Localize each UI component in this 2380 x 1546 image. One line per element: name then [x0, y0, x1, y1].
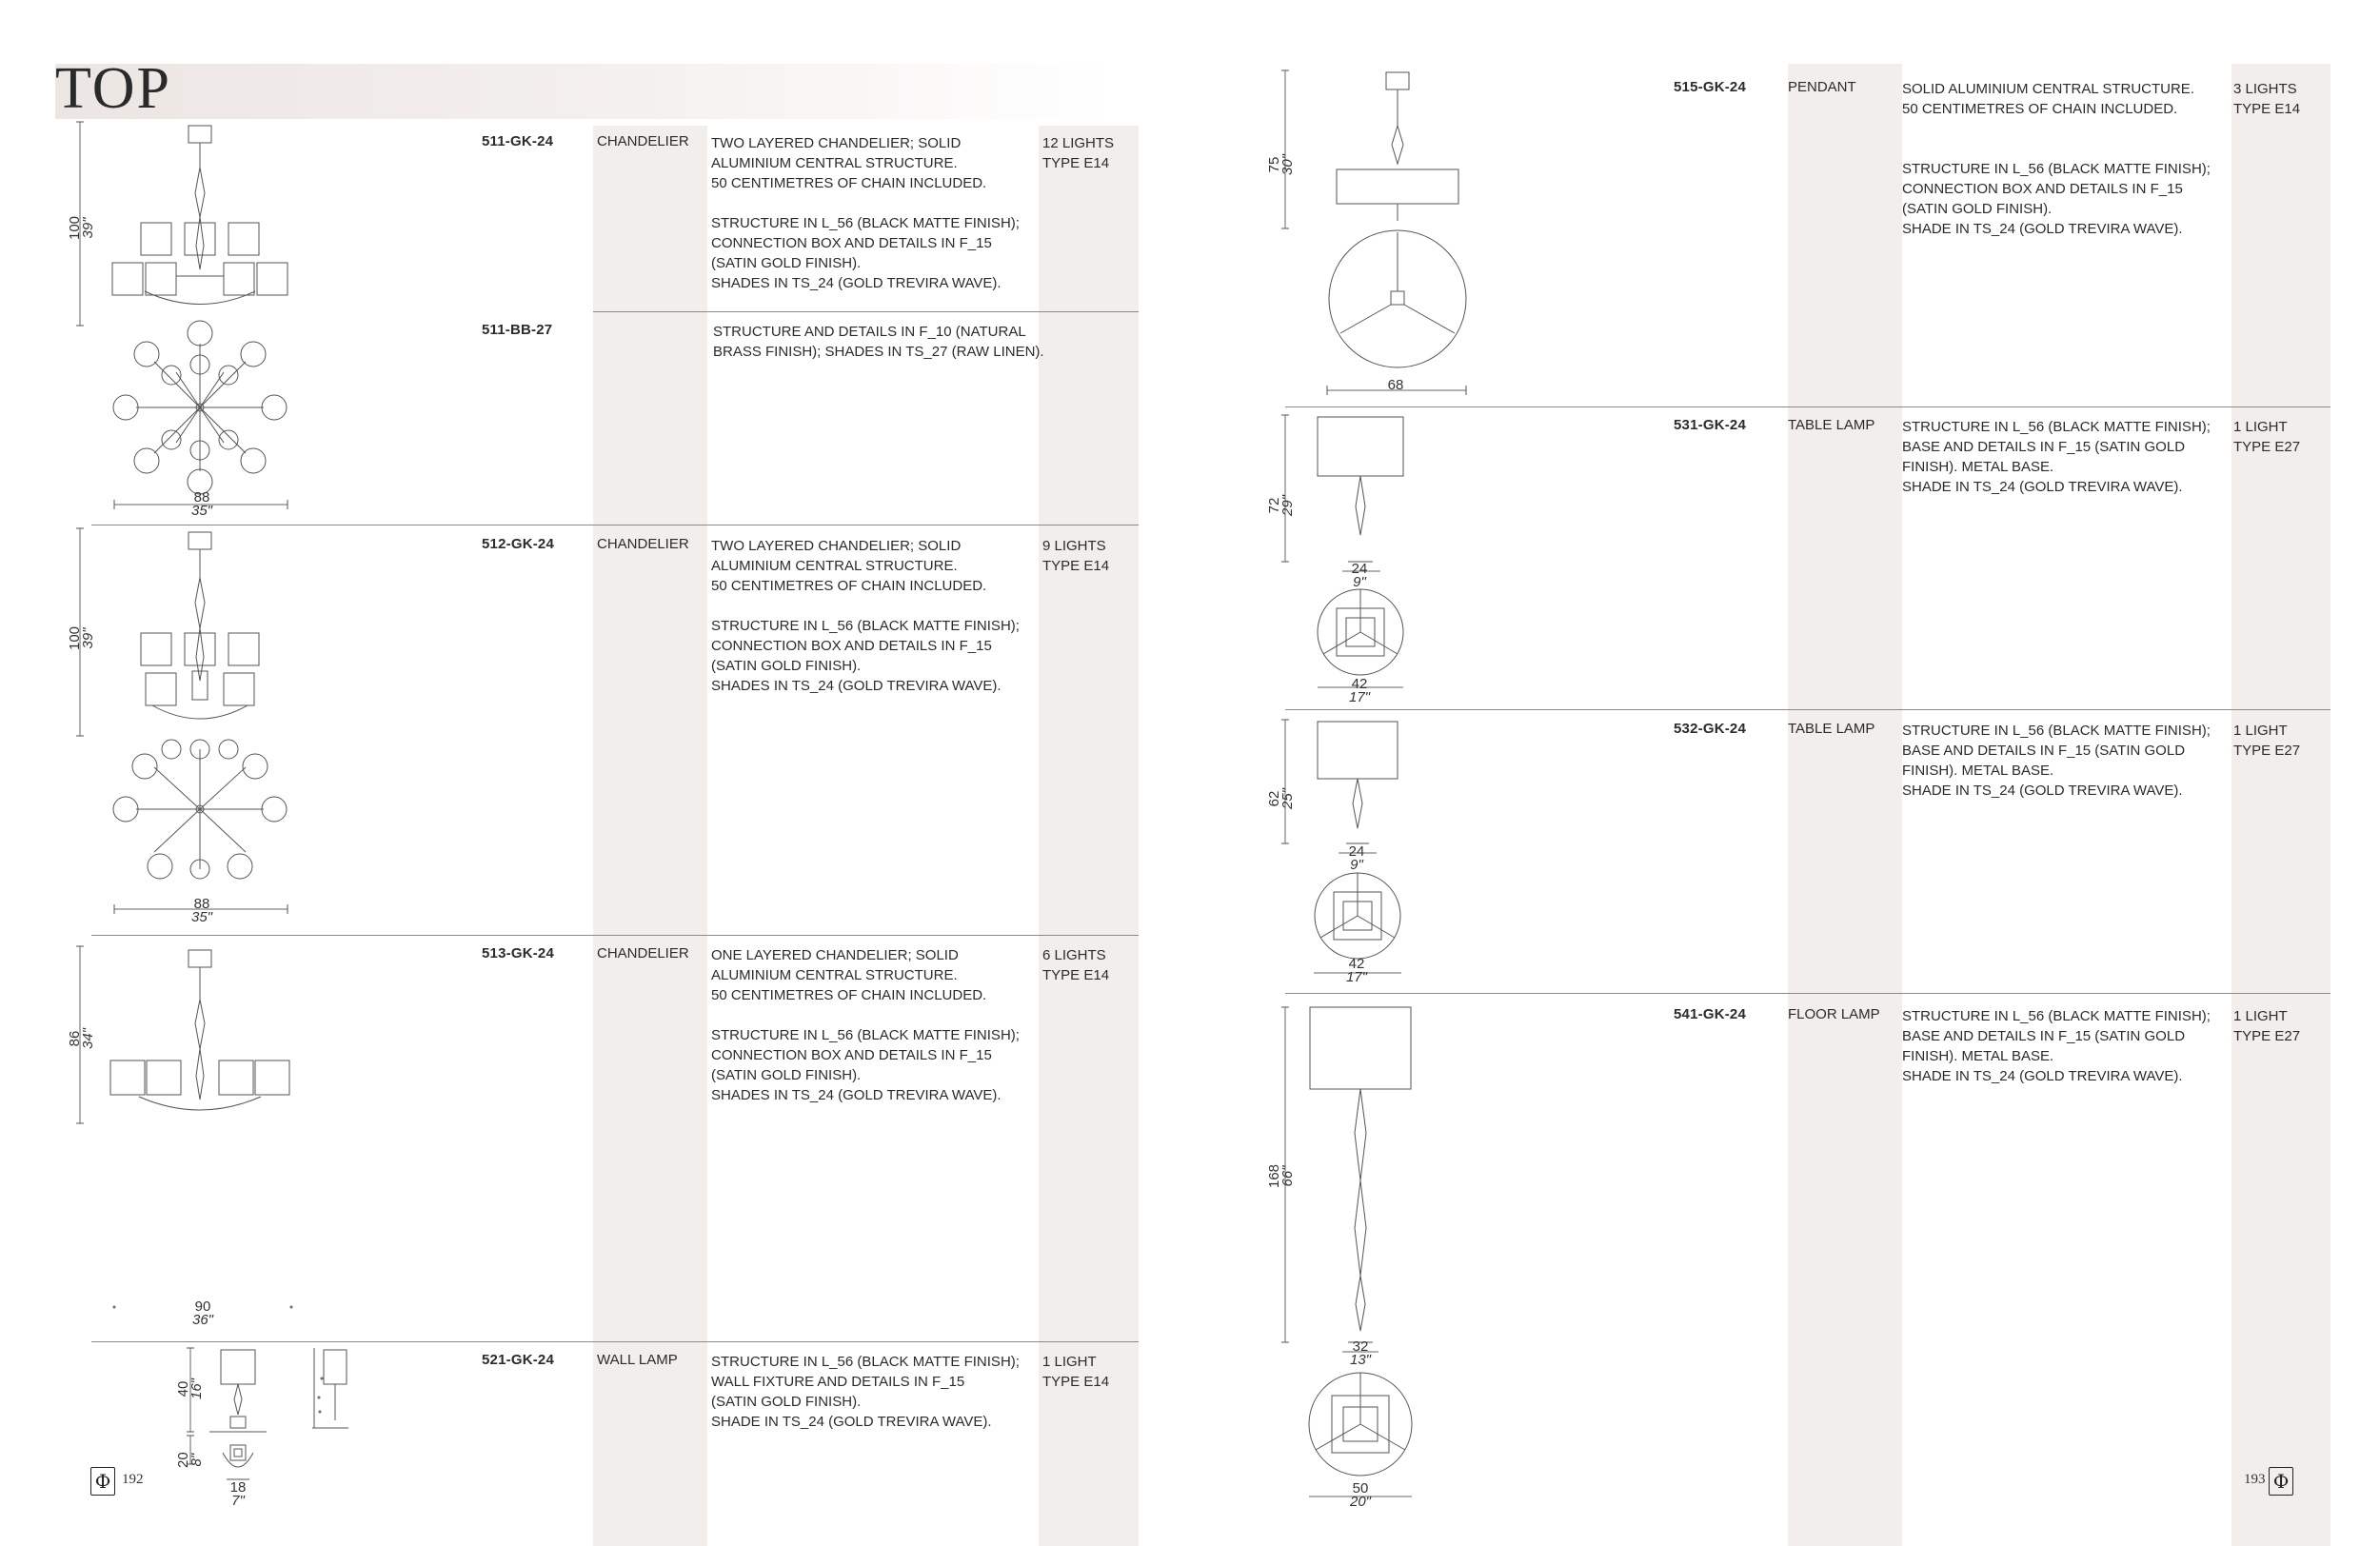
wall-lamp-521-drawing	[181, 1340, 371, 1512]
dimension-cm: 88	[193, 489, 210, 505]
dimension-height	[69, 216, 95, 240]
dimension-cm: 68	[1387, 377, 1404, 393]
page-number: 192	[122, 1472, 144, 1487]
title-band	[55, 64, 1112, 119]
product-lights: 3 LIGHTS TYPE E14	[2233, 81, 2301, 117]
product-description: STRUCTURE IN L_56 (BLACK MATTE FINISH); BASE AND DETAILS IN F_15 (SATIN GOLD FINISH). METAL BASE. SHADE IN TS_24 (GOLD TREVIRA WAVE).	[1902, 723, 2211, 799]
dimension-depth	[177, 1452, 204, 1468]
dimension-cm: 72	[1266, 497, 1282, 514]
table-lamp-531-drawing	[1276, 411, 1447, 697]
product-description: SOLID ALUMINIUM CENTRAL STRUCTURE. 50 CENTIMETRES OF CHAIN INCLUDED. STRUCTURE IN L_56 (BLACK MATTE FINISH); CONNECTION BOX AND DETAILS IN F_15 (SATIN GOLD FINISH). SHADE IN TS_24 (GOLD TREVIRA WAVE).	[1902, 81, 2211, 237]
dimension-width	[185, 491, 219, 518]
dimension-height	[1268, 788, 1295, 809]
page-number: 193	[2244, 1472, 2266, 1487]
dimension-inches: 9"	[1350, 857, 1363, 873]
dimension-height	[69, 626, 95, 650]
product-lights: 6 LIGHTS TYPE E14	[1042, 947, 1110, 983]
page-title: TOP	[55, 56, 172, 121]
dimension-inches: 17"	[1348, 689, 1370, 705]
dimension-cm: 168	[1266, 1163, 1282, 1188]
lights-column-shade	[2231, 64, 2330, 1546]
product-code: 512-GK-24	[482, 536, 555, 552]
dimension-inches: 39"	[80, 627, 96, 649]
dimension-inches: 25"	[1279, 787, 1296, 809]
dimension-cm: 62	[1266, 790, 1282, 807]
product-lights: 1 LIGHT TYPE E27	[2233, 723, 2301, 759]
chandelier-513-drawing	[76, 942, 305, 1323]
product-type: CHANDELIER	[597, 133, 689, 149]
row-divider	[1285, 993, 2330, 994]
dimension-inches: 13"	[1349, 1352, 1371, 1368]
product-type: FLOOR LAMP	[1788, 1006, 1880, 1022]
dimension-cm: 100	[67, 625, 83, 650]
dimension-base	[1344, 1340, 1377, 1367]
floor-lamp-541-drawing	[1276, 1000, 1466, 1514]
product-code: 531-GK-24	[1674, 417, 1747, 433]
product-description: STRUCTURE IN L_56 (BLACK MATTE FINISH); BASE AND DETAILS IN F_15 (SATIN GOLD FINISH). METAL BASE. SHADE IN TS_24 (GOLD TREVIRA WAVE).	[1902, 419, 2211, 495]
dimension-inches: 39"	[80, 217, 96, 239]
dimension-cm: 50	[1352, 1480, 1369, 1496]
dimension-inches: 35"	[190, 909, 212, 925]
dimension-height	[1268, 495, 1295, 516]
product-lights: 9 LIGHTS TYPE E14	[1042, 538, 1110, 574]
row-divider	[91, 935, 1139, 936]
brand-logo	[90, 1467, 115, 1496]
dimension-inches: 8"	[188, 1453, 205, 1467]
dimension-width	[1340, 958, 1373, 984]
dimension-width	[1343, 678, 1376, 704]
product-code: 532-GK-24	[1674, 721, 1747, 737]
product-lights: 12 LIGHTS TYPE E14	[1042, 135, 1115, 171]
dimension-cm: 75	[1266, 156, 1282, 173]
dimension-inches: 20"	[1349, 1494, 1371, 1510]
dimension-inches: 34"	[80, 1027, 96, 1049]
dimension-inches: 7"	[231, 1493, 245, 1509]
dimension-cm: 100	[67, 215, 83, 240]
product-description: ONE LAYERED CHANDELIER; SOLID ALUMINIUM CENTRAL STRUCTURE. 50 CENTIMETRES OF CHAIN INCLUDED. STRUCTURE IN L_56 (BLACK MATTE FINISH); CONNECTION BOX AND DETAILS IN F_15 (SATIN GOLD FINISH). SHADES IN TS_24 (GOLD TREVIRA WAVE).	[711, 947, 1020, 1103]
product-description: TWO LAYERED CHANDELIER; SOLID ALUMINIUM CENTRAL STRUCTURE. 50 CENTIMETRES OF CHAIN INCLUDED. STRUCTURE IN L_56 (BLACK MATTE FINISH); CONNECTION BOX AND DETAILS IN F_15 (SATIN GOLD FINISH). SHADES IN TS_24 (GOLD TREVIRA WAVE).	[711, 538, 1020, 694]
product-type: CHANDELIER	[597, 945, 689, 961]
dimension-cm: 42	[1348, 956, 1365, 972]
pendant-515-drawing	[1276, 69, 1495, 402]
product-lights: 1 LIGHT TYPE E27	[2233, 419, 2301, 455]
dimension-inches: 17"	[1345, 969, 1367, 985]
dimension-width	[185, 898, 219, 924]
dimension-cm: 90	[194, 1298, 211, 1315]
dimension-cm: 24	[1351, 561, 1368, 577]
product-type: CHANDELIER	[597, 536, 689, 552]
product-type: TABLE LAMP	[1788, 721, 1875, 737]
dimension-cm: 42	[1351, 676, 1368, 692]
brand-logo	[2269, 1467, 2293, 1496]
dimension-width	[186, 1300, 220, 1327]
dimension-cm: 20	[175, 1452, 191, 1468]
dimension-cm: 24	[1348, 843, 1365, 860]
dimension-width	[1344, 1482, 1377, 1509]
product-code: 511-GK-24	[482, 133, 554, 149]
dimension-height	[177, 1378, 204, 1399]
product-type: TABLE LAMP	[1788, 417, 1875, 433]
dimension-inches: 29"	[1279, 494, 1296, 516]
dimension-width	[223, 1481, 253, 1508]
product-description: STRUCTURE IN L_56 (BLACK MATTE FINISH); BASE AND DETAILS IN F_15 (SATIN GOLD FINISH). METAL BASE. SHADE IN TS_24 (GOLD TREVIRA WAVE).	[1902, 1008, 2211, 1084]
dimension-inches: 30"	[1279, 153, 1296, 175]
product-code: 521-GK-24	[482, 1352, 555, 1368]
chandelier-511-drawing	[76, 122, 305, 522]
dimension-cm: 86	[67, 1030, 83, 1047]
type-column-shade	[593, 126, 707, 1546]
product-code: 511-BB-27	[482, 322, 553, 338]
dimension-inches: 36"	[191, 1312, 213, 1328]
product-code: 513-GK-24	[482, 945, 555, 961]
dimension-cm: 18	[229, 1479, 247, 1496]
type-column-shade	[1788, 64, 1902, 1546]
dimension-cm: 32	[1352, 1338, 1369, 1355]
product-type: PENDANT	[1788, 79, 1856, 95]
row-divider	[593, 311, 1139, 312]
product-code: 515-GK-24	[1674, 79, 1747, 95]
chandelier-512-drawing	[76, 528, 305, 928]
dimension-height	[1268, 1164, 1295, 1188]
dimension-inches: 16"	[188, 1378, 205, 1399]
product-lights: 1 LIGHT TYPE E14	[1042, 1354, 1110, 1390]
dimension-inches: 66"	[1279, 1165, 1296, 1187]
dimension-width	[1378, 379, 1413, 392]
dimension-inches: 35"	[190, 503, 212, 519]
product-type: WALL LAMP	[597, 1352, 678, 1368]
product-description: STRUCTURE AND DETAILS IN F_10 (NATURAL BRASS FINISH); SHADES IN TS_27 (RAW LINEN).	[713, 324, 1044, 360]
product-lights: 1 LIGHT TYPE E27	[2233, 1008, 2301, 1044]
dimension-cm: 88	[193, 896, 210, 912]
product-description: TWO LAYERED CHANDELIER; SOLID ALUMINIUM CENTRAL STRUCTURE. 50 CENTIMETRES OF CHAIN INCLUDED. STRUCTURE IN L_56 (BLACK MATTE FINISH); CONNECTION BOX AND DETAILS IN F_15 (SATIN GOLD FINISH). SHADES IN TS_24 (GOLD TREVIRA WAVE).	[711, 135, 1020, 291]
dimension-base	[1340, 845, 1373, 872]
dimension-height	[1268, 154, 1295, 175]
dimension-cm: 40	[175, 1380, 191, 1397]
dimension-height	[69, 1028, 95, 1049]
row-divider	[1285, 709, 2330, 710]
product-code: 541-GK-24	[1674, 1006, 1747, 1022]
dimension-base	[1343, 563, 1376, 589]
row-divider	[1285, 406, 2330, 407]
product-description: STRUCTURE IN L_56 (BLACK MATTE FINISH); WALL FIXTURE AND DETAILS IN F_15 (SATIN GOLD FINISH). SHADE IN TS_24 (GOLD TREVIRA WAVE).	[711, 1354, 1020, 1430]
right-page	[1190, 0, 2380, 1546]
dimension-inches: 9"	[1353, 574, 1366, 590]
